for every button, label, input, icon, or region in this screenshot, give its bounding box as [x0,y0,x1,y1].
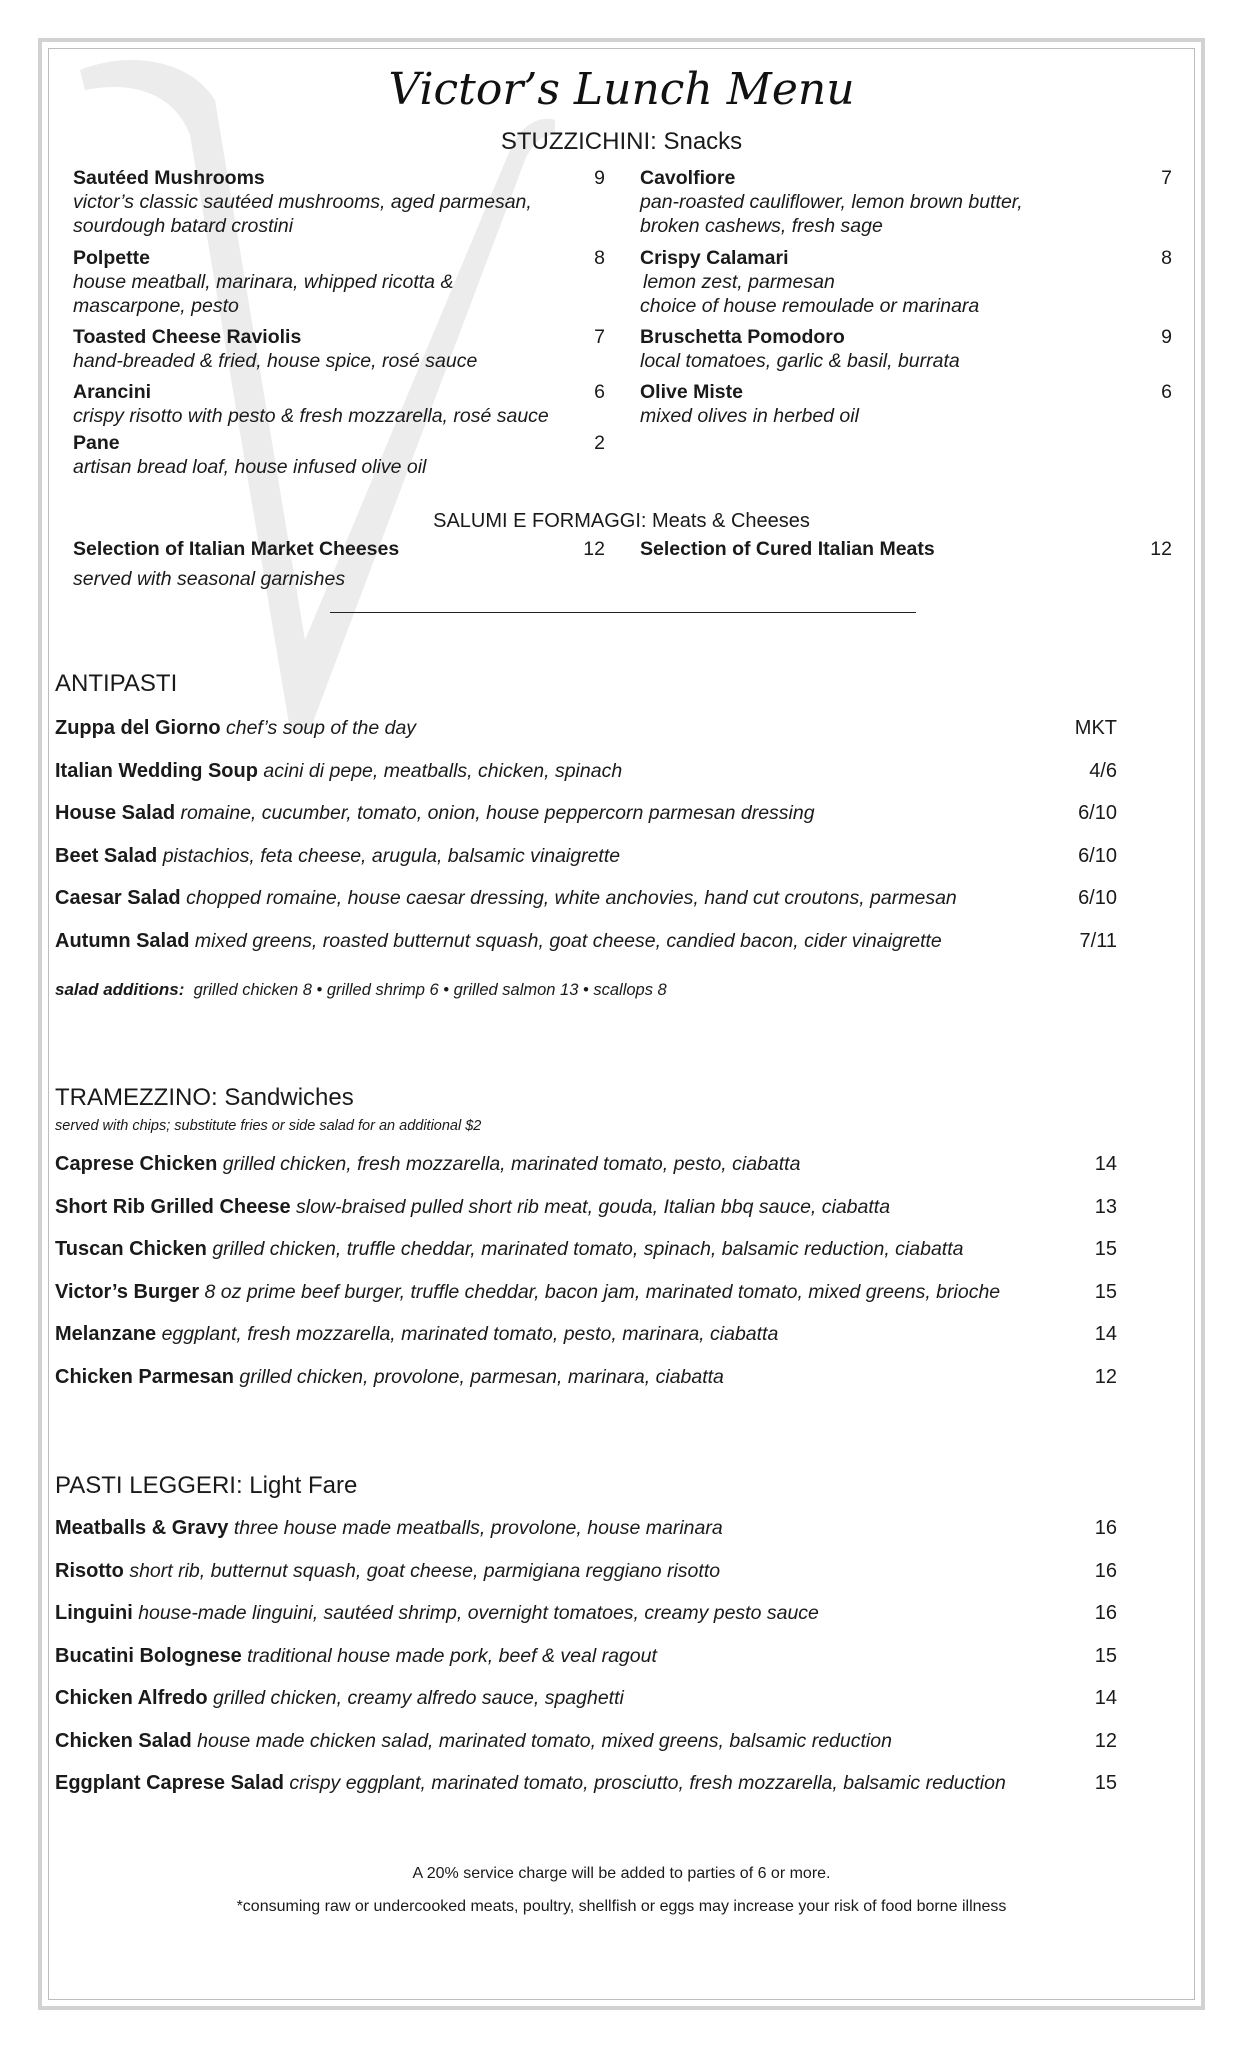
right-snack-name: Olive Miste [640,381,743,403]
item-price: 16 [1094,1559,1117,1582]
item-name: Autumn Salad [55,929,190,952]
item-name: Chicken Alfredo [55,1687,208,1709]
item-name: Italian Wedding Soup [55,759,258,782]
item-desc: crispy eggplant, marinated tomato, prosciutto, fresh mozzarella, balsamic reduction [289,1772,1006,1794]
item-price: 15 [1094,1772,1117,1794]
item-name: Risotto [55,1559,124,1582]
left-snack-desc: mascarpone, pesto [73,295,239,317]
right-snack-price: 8 [1161,247,1172,269]
service-charge-note: A 20% service charge will be added to parties of 6 or more. [412,1865,831,1882]
salumi-cheeses-price: 12 [583,538,605,560]
item-desc: grilled chicken, truffle cheddar, marinated tomato, spinach, balsamic reduction, ciabatta [212,1238,964,1260]
item-name: Short Rib Grilled Cheese [55,1195,291,1218]
left-snack-price: 6 [594,381,605,403]
tramezzino-note: served with chips; substitute fries or side salad for an additional $2 [55,1118,482,1134]
item-name: Linguini [55,1602,133,1624]
left-snack-name: Toasted Cheese Raviolis [73,326,302,348]
item-desc: three house made meatballs, provolone, house marinara [233,1517,723,1539]
item-price: 4/6 [1089,759,1117,782]
item-name: Eggplant Caprese Salad [55,1772,284,1794]
item-desc: mixed greens, roasted butternut squash, goat cheese, candied bacon, cider vinaigrette [194,929,942,952]
food-safety-warning: *consuming raw or undercooked meats, poultry, shellfish or eggs may increase your risk of food borne illness [236,1898,1007,1915]
left-snack-desc: crispy risotto with pesto & fresh mozzarella, rosé sauce [73,405,549,427]
item-desc: chopped romaine, house caesar dressing, white anchovies, hand cut croutons, parmesan [186,887,957,909]
salumi-meats-price: 12 [1150,538,1172,560]
item-name: Caprese Chicken [55,1153,218,1175]
right-snack-desc: pan-roasted cauliflower, lemon brown butter, [640,191,1023,213]
menu-row [55,717,416,740]
item-name: Zuppa del Giorno [55,717,221,739]
item-desc: pistachios, feta cheese, arugula, balsamic vinaigrette [162,844,621,867]
item-name: Chicken Parmesan [55,1365,234,1388]
item-desc: slow-braised pulled short rib meat, gouda, Italian bbq sauce, ciabatta [296,1195,891,1218]
menu-row [55,1602,819,1625]
right-snack-price: 6 [1161,381,1172,403]
item-price: 14 [1094,1323,1117,1345]
antipasti-heading: ANTIPASTI [55,670,178,697]
salumi-cheeses-desc: served with seasonal garnishes [73,568,346,590]
item-name: House Salad [55,802,176,824]
item-price: 12 [1094,1729,1117,1752]
right-snack-desc: mixed olives in herbed oil [640,405,859,427]
right-snack-desc: choice of house remoulade or marinara [640,295,980,317]
menu-row [55,1645,657,1668]
item-price: 6/10 [1078,887,1117,909]
left-snack-desc: house meatball, marinara, whipped ricotta & [73,271,454,293]
right-snack-price: 9 [1161,326,1172,348]
left-snack-price: 9 [594,167,605,189]
item-desc: grilled chicken, creamy alfredo sauce, spaghetti [213,1687,624,1709]
right-snack-name: Crispy Calamari [640,247,789,269]
tramezzino-heading: TRAMEZZINO: Sandwiches [55,1084,354,1111]
menu-row [55,1772,1006,1795]
menu-row [55,1323,778,1346]
right-snack-desc: broken cashews, fresh sage [640,215,883,237]
menu-row [55,1687,624,1710]
menu-title: Victor’s Lunch Menu [388,64,855,115]
menu-row [55,802,815,825]
item-desc: chef’s soup of the day [225,717,417,739]
stuzzichini-heading: STUZZICHINI: Snacks [500,128,743,155]
salumi-meats-name: Selection of Cured Italian Meats [640,538,935,560]
item-price: 14 [1094,1153,1117,1175]
item-desc: short rib, butternut squash, goat cheese, parmigiana reggiano risotto [129,1559,721,1582]
menu-row [55,1560,720,1583]
left-snack-name: Polpette [73,247,150,269]
item-desc: 8 oz prime beef burger, truffle cheddar, bacon jam, marinated tomato, mixed greens, brioche [204,1280,1001,1303]
left-snack-price: 8 [594,247,605,269]
right-snack-price: 7 [1161,167,1172,189]
menu-row [55,1517,723,1540]
menu-row [55,1196,890,1219]
salumi-cheeses-name: Selection of Italian Market Cheeses [73,538,400,560]
left-snack-desc: sourdough batard crostini [73,215,294,237]
right-snack-desc: lemon zest, parmesan [643,271,835,293]
item-price: 6/10 [1078,844,1117,867]
left-snack-desc: artisan bread loaf, house infused olive oil [73,456,427,478]
left-snack-name: Sautéed Mushrooms [73,167,265,189]
item-desc: house-made linguini, sautéed shrimp, overnight tomatoes, creamy pesto sauce [138,1602,819,1624]
item-name: Beet Salad [55,844,158,867]
item-price: 15 [1094,1644,1117,1667]
salad-additions-list: grilled chicken 8 • grilled shrimp 6 • grilled salmon 13 • scallops 8 [193,981,667,999]
item-price: 13 [1094,1195,1117,1218]
item-desc: traditional house made pork, beef & veal ragout [247,1644,657,1667]
left-snack-name: Pane [73,432,120,454]
menu-row [55,1153,800,1176]
menu-row [55,1730,892,1753]
item-price: MKT [1074,717,1117,739]
left-snack-price: 2 [594,432,605,454]
menu-row [55,930,942,953]
left-snack-price: 7 [594,326,605,348]
section-divider [330,612,916,613]
menu-row [55,1238,963,1261]
salad-additions-label: salad additions: [55,980,185,999]
item-name: Melanzane [55,1323,157,1345]
item-price: 16 [1094,1517,1117,1539]
left-snack-desc: victor’s classic sautéed mushrooms, aged parmesan, [73,191,532,213]
item-name: Victor’s Burger [55,1280,200,1303]
item-desc: house made chicken salad, marinated tomato, mixed greens, balsamic reduction [197,1729,892,1752]
item-desc: grilled chicken, provolone, parmesan, marinara, ciabatta [239,1365,724,1388]
item-price: 15 [1094,1238,1117,1260]
salumi-heading: SALUMI E FORMAGGI: Meats & Cheeses [433,510,810,532]
item-price: 7/11 [1079,929,1117,952]
item-price: 16 [1094,1602,1117,1624]
item-name: Meatballs & Gravy [55,1517,229,1539]
item-name: Caesar Salad [55,887,181,909]
salad-additions [55,980,667,1000]
item-price: 6/10 [1078,802,1117,824]
item-price: 14 [1094,1687,1117,1709]
left-snack-name: Arancini [73,381,152,403]
menu-row [55,845,620,868]
pasti-heading: PASTI LEGGERI: Light Fare [55,1472,358,1499]
item-name: Bucatini Bolognese [55,1644,242,1667]
right-snack-name: Bruschetta Pomodoro [640,326,845,348]
item-desc: acini di pepe, meatballs, chicken, spinach [263,759,623,782]
item-desc: eggplant, fresh mozzarella, marinated tomato, pesto, marinara, ciabatta [161,1323,779,1345]
menu-row [55,760,622,783]
item-desc: romaine, cucumber, tomato, onion, house peppercorn parmesan dressing [180,802,815,824]
item-price: 15 [1094,1280,1117,1303]
right-snack-desc: local tomatoes, garlic & basil, burrata [640,350,960,372]
item-desc: grilled chicken, fresh mozzarella, marinated tomato, pesto, ciabatta [222,1153,801,1175]
item-name: Chicken Salad [55,1729,192,1752]
menu-row [55,1366,724,1389]
left-snack-desc: hand-breaded & fried, house spice, rosé sauce [73,350,478,372]
right-snack-name: Cavolfiore [640,167,736,189]
item-price: 12 [1094,1365,1117,1388]
menu-row [55,887,957,910]
item-name: Tuscan Chicken [55,1238,207,1260]
menu-row [55,1281,1000,1304]
